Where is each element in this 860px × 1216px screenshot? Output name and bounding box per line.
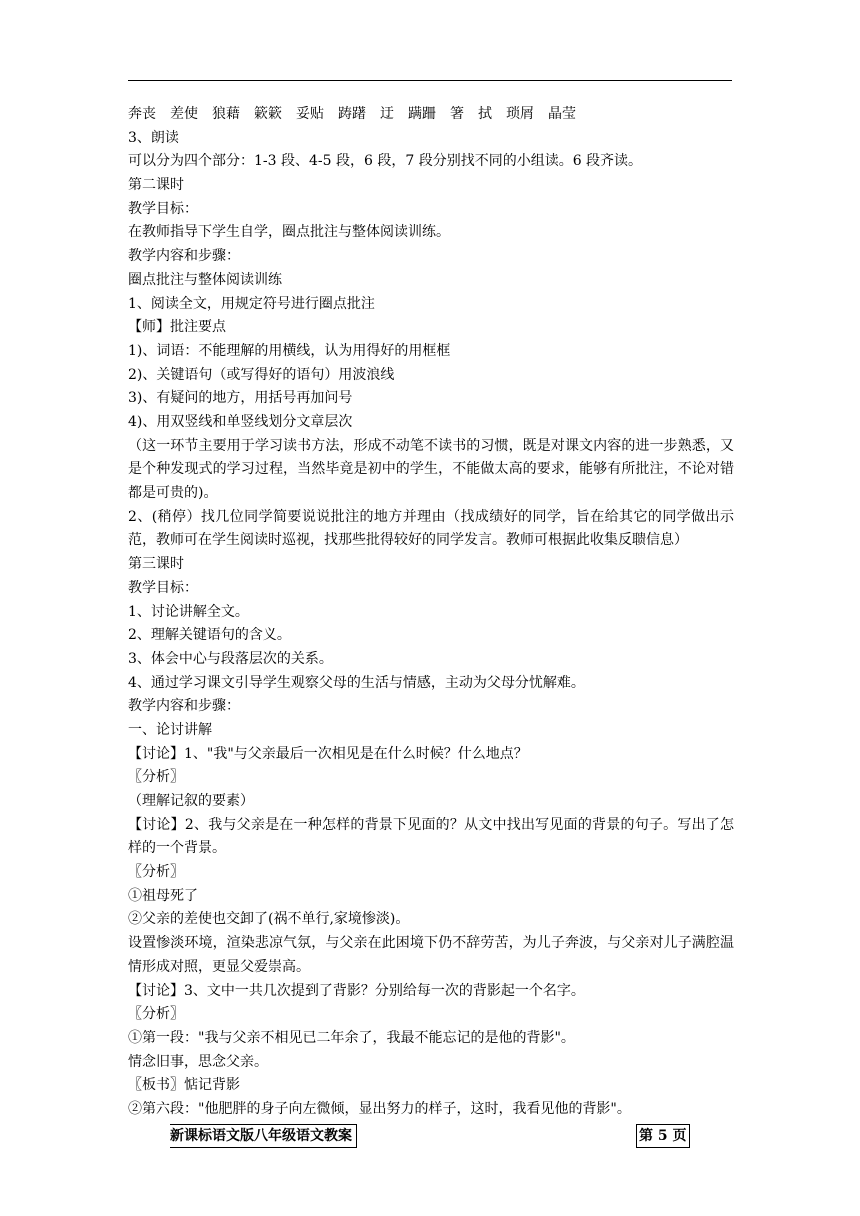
- text-line: 〖分析〗: [128, 864, 184, 881]
- text-line: 【师】批注要点: [128, 319, 226, 336]
- text-line: 〖分析〗: [128, 1006, 184, 1023]
- text-line: 教学目标：: [128, 579, 198, 596]
- text-line: ②第六段："他肥胖的身子向左微倾，显出努力的样子，这时，我看见他的背影"。: [128, 1101, 631, 1118]
- text-line: 3)、有疑问的地方，用括号再加问号: [128, 390, 353, 407]
- text-line: 3、体会中心与段落层次的关系。: [128, 650, 333, 667]
- text-line: 4、通过学习课文引导学生观察父母的生活与情感，主动为父母分忧解难。: [128, 674, 585, 691]
- paragraph: （这一环节主要用于学习读书方法，形成不动笔不读书的习惯，既是对课文内容的进一步熟悉，又是个种发现式的学习过程，当然毕竟是初中的学生，不能做太高的要求，能够有所批注，不论对错都是可贵的)。: [128, 437, 734, 502]
- text-line: 【讨论】3、文中一共几次提到了背影？分别给每一次的背影起一个名字。: [128, 982, 585, 999]
- paragraph: 设置惨淡环境，渲染悲凉气氛，与父亲在此困境下仍不辞劳苦，为儿子奔波，与父亲对儿子满腔温情形成对照，更显父爱崇高。: [128, 935, 734, 975]
- section-heading: 第三课时: [128, 556, 184, 573]
- paragraph: 【讨论】2、我与父亲是在一种怎样的背景下见面的？从文中找出写见面的背景的句子。写出了怎样的一个背景。: [128, 816, 734, 857]
- text-line: 2)、关键语句（或写得好的语句）用波浪线: [128, 366, 395, 383]
- text-line: 1、讨论讲解全文。: [128, 603, 249, 620]
- document-body: [128, 103, 734, 1122]
- footer-title: 新课标语文版八年级语文教案: [170, 1124, 357, 1148]
- text-line: 奔丧 差使 狼藉 簌簌 妥贴 踌躇 迂 蹒跚 箸 拭 琐屑 晶莹: [128, 106, 576, 122]
- text-line: （理解记叙的要素）: [128, 793, 254, 810]
- text-line: ①祖母死了: [128, 887, 198, 904]
- text-line: 可以分为四个部分：1-3 段、4-5 段，6 段，7 段分别找不同的小组读。6 段齐读。: [128, 153, 643, 170]
- text-line: 教学内容和步骤：: [128, 698, 240, 715]
- text-line: 教学内容和步骤：: [128, 248, 240, 265]
- section-heading: 第二课时: [128, 177, 184, 194]
- paragraph: 2、(稍停）找几位同学简要说说批注的地方并理由（找成绩好的同学，旨在给其它的同学做出示范，教师可在学生阅读时巡视，找那些批得较好的同学发言。教师可根据此收集反聩信息）: [128, 508, 734, 549]
- text-line: 圈点批注与整体阅读训练: [128, 271, 282, 288]
- header-rule: [128, 80, 732, 81]
- text-line: 教学目标：: [128, 200, 198, 217]
- text-line: 〖分析〗: [128, 769, 184, 786]
- text-line: 3、朗读: [128, 129, 179, 146]
- text-line: ②父亲的差使也交卸了(祸不单行,家境惨淡)。: [128, 911, 410, 928]
- text-line: 4)、用双竖线和单竖线划分文章层次: [128, 413, 353, 430]
- text-line: 在教师指导下学生自学，圈点批注与整体阅读训练。: [128, 224, 450, 241]
- text-line: 情念旧事，思念父亲。: [128, 1053, 268, 1070]
- text-line: ①第一段："我与父亲不相见已二年余了，我最不能忘记的是他的背影"。: [128, 1029, 575, 1046]
- text-line: 【讨论】1、"我"与父亲最后一次相见是在什么时候？什么地点？: [128, 745, 528, 762]
- text-line: 一、论讨讲解: [128, 721, 212, 738]
- text-line: 1)、词语：不能理解的用横线，认为用得好的用框框: [128, 342, 451, 359]
- page-number: 第 5 页: [636, 1124, 690, 1148]
- text-line: 1、阅读全文，用规定符号进行圈点批注: [128, 295, 375, 312]
- text-line: 〖板书〗惦记背影: [128, 1077, 240, 1094]
- text-line: 2、理解关键语句的含义。: [128, 627, 291, 644]
